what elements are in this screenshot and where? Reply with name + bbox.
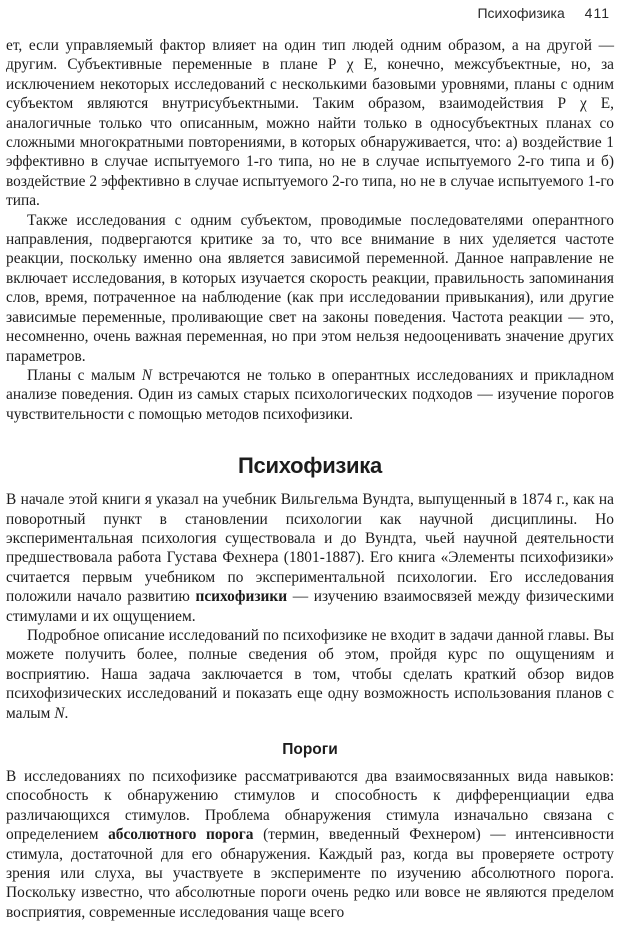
subsection-title: Пороги <box>282 741 338 758</box>
paragraph-6-text-b: (термин, введенный Фехнером) — интенсивности стимула, достаточной для его обнаружения. Каждый раз, когда вы проверяете остроту зрения или слуха, вы участвуете в эксперименте по изучению абсолютного порога. Поскольку известно, что абсолютные пороги очень редко или вовсе не являются пределом восприятия, современные исследования чаще всего <box>6 826 614 921</box>
paragraph-3-text-b: встречаются не только в оперантных исследованиях и прикладном анализе поведения. Один из самых старых психологических подходов — изучение порогов чувствительности с помощью методов психофизики. <box>6 366 614 423</box>
page-body <box>6 36 614 922</box>
paragraph-6-term: абсолютного порога <box>108 826 254 844</box>
paragraph-5-text-b: . <box>64 704 69 722</box>
paragraph-3-text-a: Планы с малым <box>27 366 142 384</box>
paragraph-1: ет, если управляемый фактор влияет на один тип людей одним образом, а на другой — другим. Субъективные переменные в плане Р χ Е, конечно, межсубъектные, но, за исключением некоторых исследований с несколькими базовыми уровнями, планы с одним субъектом являются внутрисубъектными. Таким образом, взаимодействия Р χ Е, аналогичные только что описанным, можно найти только в односубъектных планах со сложными многократными повторениями, в которых обнаруживается, что: а) воздействие 1 эффективно в случае испытуемого 1-го типа, но не в случае испытуемого 2-го типа и б) воздействие 2 эффективно в случае испытуемого 2-го типа, но не в случае испытуемого 1-го типа. <box>6 37 614 210</box>
paragraph-3 <box>6 366 614 424</box>
paragraph-4-term: психофизики <box>195 588 288 606</box>
paragraph-4-text-a: В начале этой книги я указал на учебник Вильгельма Вундта, выпущенный в 1874 г., как на поворотный пункт в становлении психологии как научной дисциплины. Но экспериментальная психология существовала и до Вундта, чьей научной деятельности предшествовала работа Густава Фехнера (1801-1887). Его книга «Элементы психофизики» считается первым учебником по экспериментальной психологии. Его исследования положили начало развитию <box>6 491 614 606</box>
paragraph-6-text-a: В исследованиях по психофизике рассматриваются два взаимосвязанных вида навыков: способность к обнаружению стимулов и способность к дифференциации едва различающихся стимулов. Проблема обнаружения стимула изначально связана с определением <box>6 768 614 844</box>
page-number: 411 <box>584 5 610 21</box>
paragraph-5 <box>6 626 614 723</box>
section-title: Психофизика <box>238 453 382 479</box>
running-title: Психофизика <box>477 5 565 21</box>
paragraph-2: Также исследования с одним субъектом, проводимые последователями оперантного направления, подвергаются критике за то, что все внимание в них уделяется частоте реакции, поскольку именно она является зависимой переменной. Данное направление не включает исследования, в которых изучается скорость реакции, правильность запоминания слов, время, потраченное на наблюдение (как при исследовании привыкания), или другие зависимые переменные, проливающие свет на законы поведения. Частота реакции — это, несомненно, очень важная переменная, но при этом нельзя недооценивать значение других параметров. <box>6 211 614 365</box>
running-header <box>477 2 610 24</box>
paragraph-6 <box>6 767 614 922</box>
paragraph-3-variable-n: N <box>141 366 153 384</box>
paragraph-5-variable-n: N <box>54 704 65 722</box>
paragraph-5-text-a: Подробное описание исследований по психофизике не входит в задачи данной главы. Вы можете получить более, полные сведения об этом, пройдя курс по ощущениям и восприятию. Наша задача заключается в том, чтобы сделать краткий обзор видов психофизических исследований и показать еще одну возможность использования планов с малым <box>6 626 614 722</box>
paragraph-4 <box>6 490 614 626</box>
paragraph-4-text-b: — изучению взаимосвязей между физическими стимулами и их ощущением. <box>6 588 614 625</box>
